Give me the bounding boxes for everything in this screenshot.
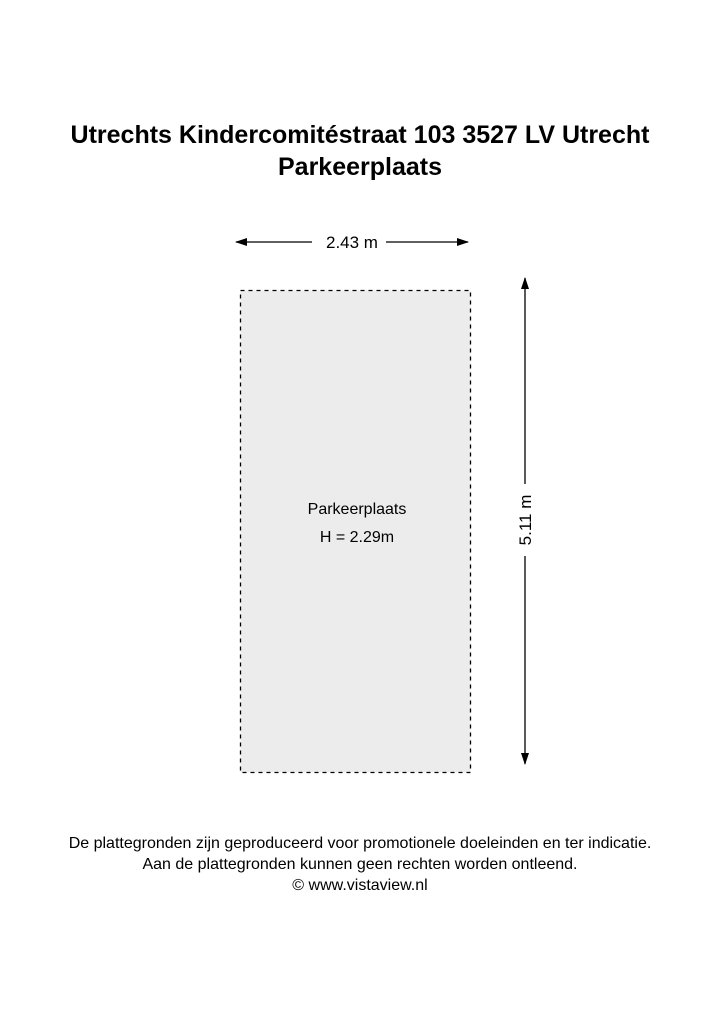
width-dimension [236,233,468,252]
depth-dimension [516,278,535,764]
disclaimer-line-1: De plattegronden zijn geproduceerd voor promotionele doeleinden en ter indicatie. [68,835,652,852]
disclaimer-line-2: Aan de plattegronden kunnen geen rechten worden ontleend. [142,856,578,873]
depth-label: 5.11 m [516,494,535,546]
room-height-label: H = 2.29m [319,529,395,546]
plan-title-address: Utrechts Kindercomitéstraat 103 3527 LV Utrecht [70,121,650,149]
copyright-line: © www.vistaview.nl [292,877,428,894]
room-name-label: Parkeerplaats [307,501,407,518]
width-label: 2.43 m [326,233,378,252]
plan-title-floor: Parkeerplaats [277,153,442,181]
